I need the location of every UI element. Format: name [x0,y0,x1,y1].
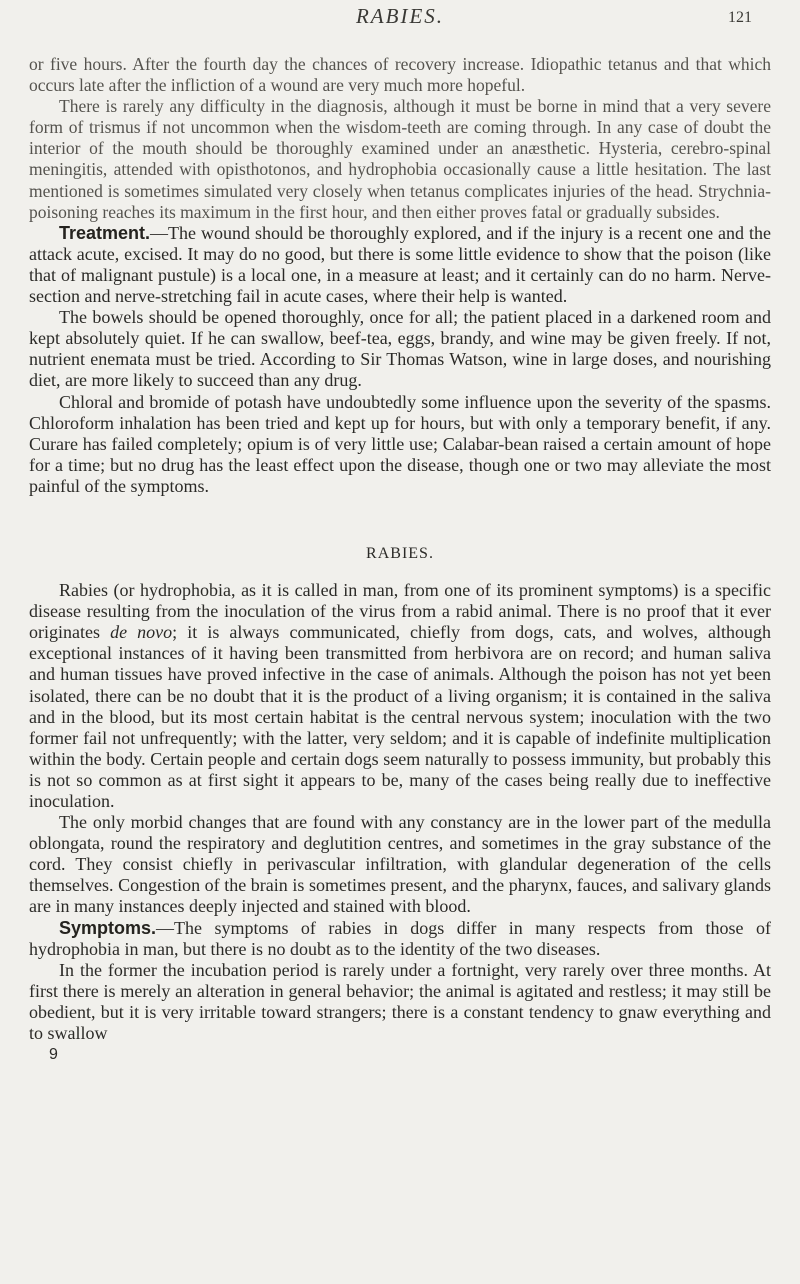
italic-phrase: de novo [110,622,173,643]
run-in-heading-symptoms: Symptoms. [59,917,157,938]
paragraph-treatment [29,223,771,307]
paragraph: In the former the incubation period is rarely under a fortnight, very rarely over three months. At first there is merely an alteration in general behavior; the animal is agitated and restless; it may still be obedient, but it is very irritable toward strangers; there is a constant tendency to gnaw everything and to swallow [29,959,771,1044]
signature-mark: 9 [49,1046,58,1064]
section-heading: RABIES. [366,544,434,562]
paragraph-text: —The symptoms of rabies in dogs differ in many respects from those of hydrophobia in man, but there is no doubt as to the identity of the two diseases. [29,917,771,959]
paragraph-text: Rabies (or hydrophobia, as it is called in man, from one of its prominent symptoms) is a specific disease resulting from the inoculation of the virus from a rabid animal. There is no proof that it ever originates [29,580,771,643]
running-title: RABIES. [355,4,445,28]
page-number: 121 [728,9,752,26]
paragraph: There is rarely any difficulty in the diagnosis, although it must be borne in mind that a very severe form of trismus if not uncommon when the wisdom-teeth are coming through. In any case of doubt the interior of the mouth should be thoroughly examined under an anæsthetic. Hysteria, cerebro-spinal meningitis, attended with opisthotonos, and hydrophobia occasionally cause a little hesitation. The last mentioned is sometimes simulated very closely when tetanus complicates injuries of the head. Strychnia-poisoning reaches its maximum in the first hour, and then either proves fatal or gradually subsides. [29,96,771,222]
paragraph: or five hours. After the fourth day the chances of recovery increase. Idiopathic tetanus and that which occurs late after the infliction of a wound are very much more hopeful. [29,54,771,96]
paragraph-symptoms [29,918,771,960]
paragraph: The bowels should be opened thoroughly, once for all; the patient placed in a darkened room and kept absolutely quiet. If he can swallow, beef-tea, eggs, brandy, and wine may be given freely. If not, nutrient enemata must be tried. According to Sir Thomas Watson, wine in large doses, and nourishing diet, are more likely to succeed than any drug. [29,307,771,391]
paragraph: Chloral and bromide of potash have undoubtedly some influence upon the severity of the spasms. Chloroform inhalation has been tried and kept up for hours, but with only a temporary benefit, if any. Curare has failed completely; opium is of very little use; Calabar-bean raised a certain amount of hope for a time; but no drug has the least effect upon the disease, though one or two may alleviate the most painful of the symptoms. [29,391,771,496]
body-text [29,54,771,1065]
paragraph-rabies-intro [29,580,771,812]
run-in-heading-treatment: Treatment. [59,222,151,243]
paragraph-text: —The wound should be thoroughly explored, and if the injury is a recent one and the attack acute, excised. It may do no good, but there is some little evidence to show that the poison (like that of malignant pustule) is a local one, in a measure at least; and it certainly can do no harm. Nerve-section and nerve-stretching fail in acute cases, where their help is wanted. [29,222,771,307]
paragraph: The only morbid changes that are found with any constancy are in the lower part of the medulla oblongata, round the respiratory and deglutition centres, and sometimes in the gray substance of the cord. They consist chiefly in perivascular infiltration, with glandular degeneration of the cells themselves. Congestion of the brain is sometimes present, and the pharynx, fauces, and salivary glands are in many instances deeply injected and stained with blood. [29,812,771,917]
paragraph-text: ; it is always communicated, chiefly from dogs, cats, and wolves, although exceptional instances of it having been transmitted from herbivora are on record; and human saliva and human tissues have proved infective in the case of animals. Although the poison has not yet been isolated, there can be no doubt that it is the product of a living organism; it is contained in the saliva and in the blood, but its most certain habitat is the central nervous system; inoculation with the two former fail not unfrequently; with the latter, very seldom; and it is capable of indefinite multiplication within the body. Certain people and certain dogs seem naturally to possess immunity, but probably this is not so common as at first sight it appears to be, many of the cases being really due to ineffective inoculation. [29,622,772,811]
